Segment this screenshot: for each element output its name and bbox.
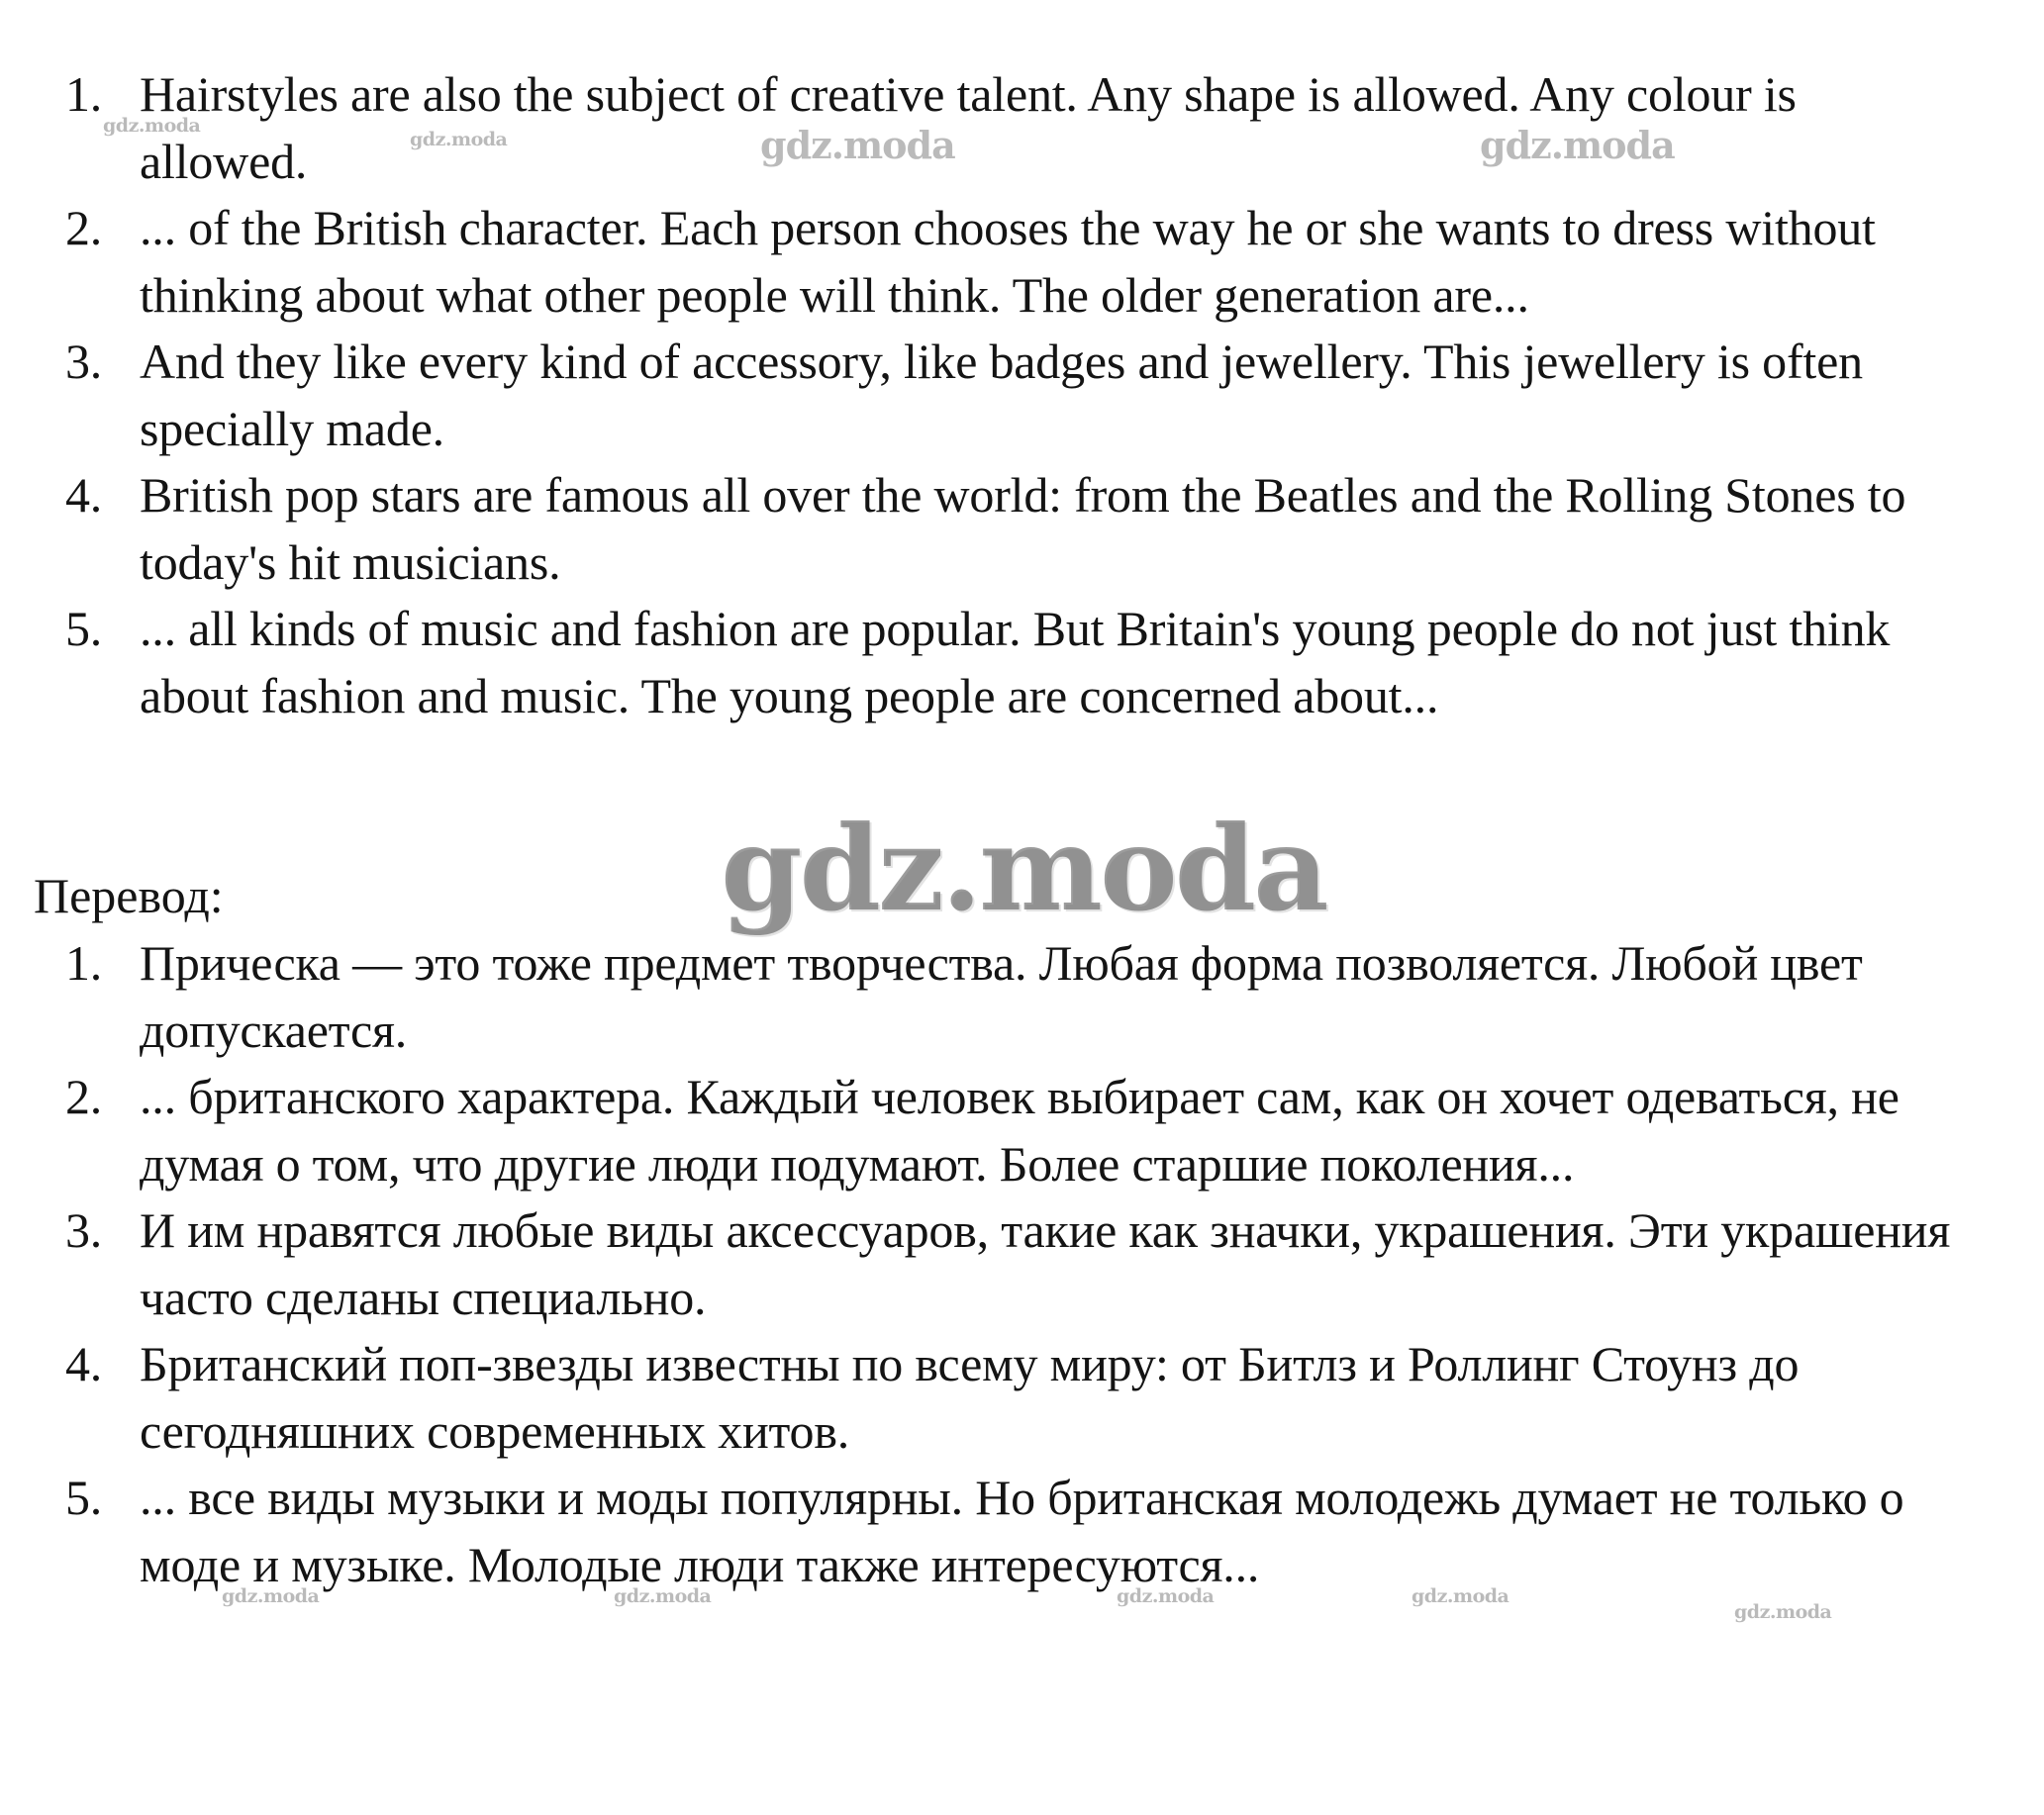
- english-answer-list: [0, 61, 1951, 729]
- english-item-5: [0, 596, 1951, 729]
- russian-item-1: [0, 930, 1951, 1064]
- watermark-small: gdz.moda: [614, 1585, 712, 1607]
- watermark-small: gdz.moda: [1734, 1601, 1832, 1623]
- russian-item-4: [0, 1331, 1951, 1465]
- item-text: ... все виды музыки и моды популярны. Но британская молодежь думает не только о моде и музыке. Молодые люди также интересуются...: [140, 1470, 1904, 1592]
- item-number: 5.: [65, 601, 103, 656]
- item-number: 2.: [65, 200, 103, 255]
- watermark-small: gdz.moda: [222, 1585, 320, 1607]
- english-item-2: [0, 195, 1951, 329]
- item-text: Прическа — это тоже предмет творчества. Любая форма позволяется. Любой цвет допускается.: [140, 935, 1863, 1058]
- watermark-small: gdz.moda: [1411, 1585, 1509, 1607]
- item-text: ... британского характера. Каждый человек выбирает сам, как он хочет одеваться, не думая о том, что другие люди подумают. Более старшие поколения...: [140, 1069, 1899, 1192]
- item-text: Британский поп-звезды известны по всему миру: от Битлз и Роллинг Стоунз до сегодняшних современных хитов.: [140, 1336, 1800, 1459]
- item-number: 5.: [65, 1470, 103, 1525]
- translation-heading: Перевод:: [34, 868, 224, 923]
- watermark-medium: gdz.moda: [1480, 123, 1675, 167]
- item-number: 3.: [65, 334, 103, 389]
- item-number: 1.: [65, 935, 103, 991]
- item-text: ... all kinds of music and fashion are popular. But Britain's young people do not just think about fashion and music. The young people are concerned about...: [140, 601, 1891, 723]
- russian-item-2: [0, 1064, 1951, 1197]
- english-item-3: [0, 329, 1951, 462]
- item-text: ... of the British character. Each person chooses the way he or she wants to dress without thinking about what other people will think. The older generation are...: [140, 200, 1876, 323]
- watermark-small: gdz.moda: [410, 129, 508, 150]
- item-text: И им нравятся любые виды аксессуаров, такие как значки, украшения. Эти украшения часто сделаны специально.: [140, 1202, 1951, 1325]
- watermark-large: gdz.moda: [721, 800, 1326, 937]
- item-text: And they like every kind of accessory, like badges and jewellery. This jewellery is often specially made.: [140, 334, 1863, 456]
- russian-item-5: [0, 1465, 1951, 1598]
- item-number: 4.: [65, 1336, 103, 1391]
- english-item-1: [0, 61, 1951, 195]
- watermark-medium: gdz.moda: [760, 123, 955, 167]
- watermark-small: gdz.moda: [103, 115, 201, 137]
- item-text: British pop stars are famous all over the world: from the Beatles and the Rolling Stones to today's hit musicians.: [140, 467, 1906, 590]
- item-number: 4.: [65, 467, 103, 523]
- watermark-small: gdz.moda: [1117, 1585, 1215, 1607]
- item-text: Hairstyles are also the subject of creative talent. Any shape is allowed. Any colour is allowed.: [140, 66, 1797, 189]
- russian-item-3: [0, 1197, 1951, 1331]
- russian-translation-list: [0, 930, 1951, 1598]
- item-number: 3.: [65, 1202, 103, 1258]
- item-number: 1.: [65, 66, 103, 122]
- english-item-4: [0, 462, 1951, 596]
- item-number: 2.: [65, 1069, 103, 1124]
